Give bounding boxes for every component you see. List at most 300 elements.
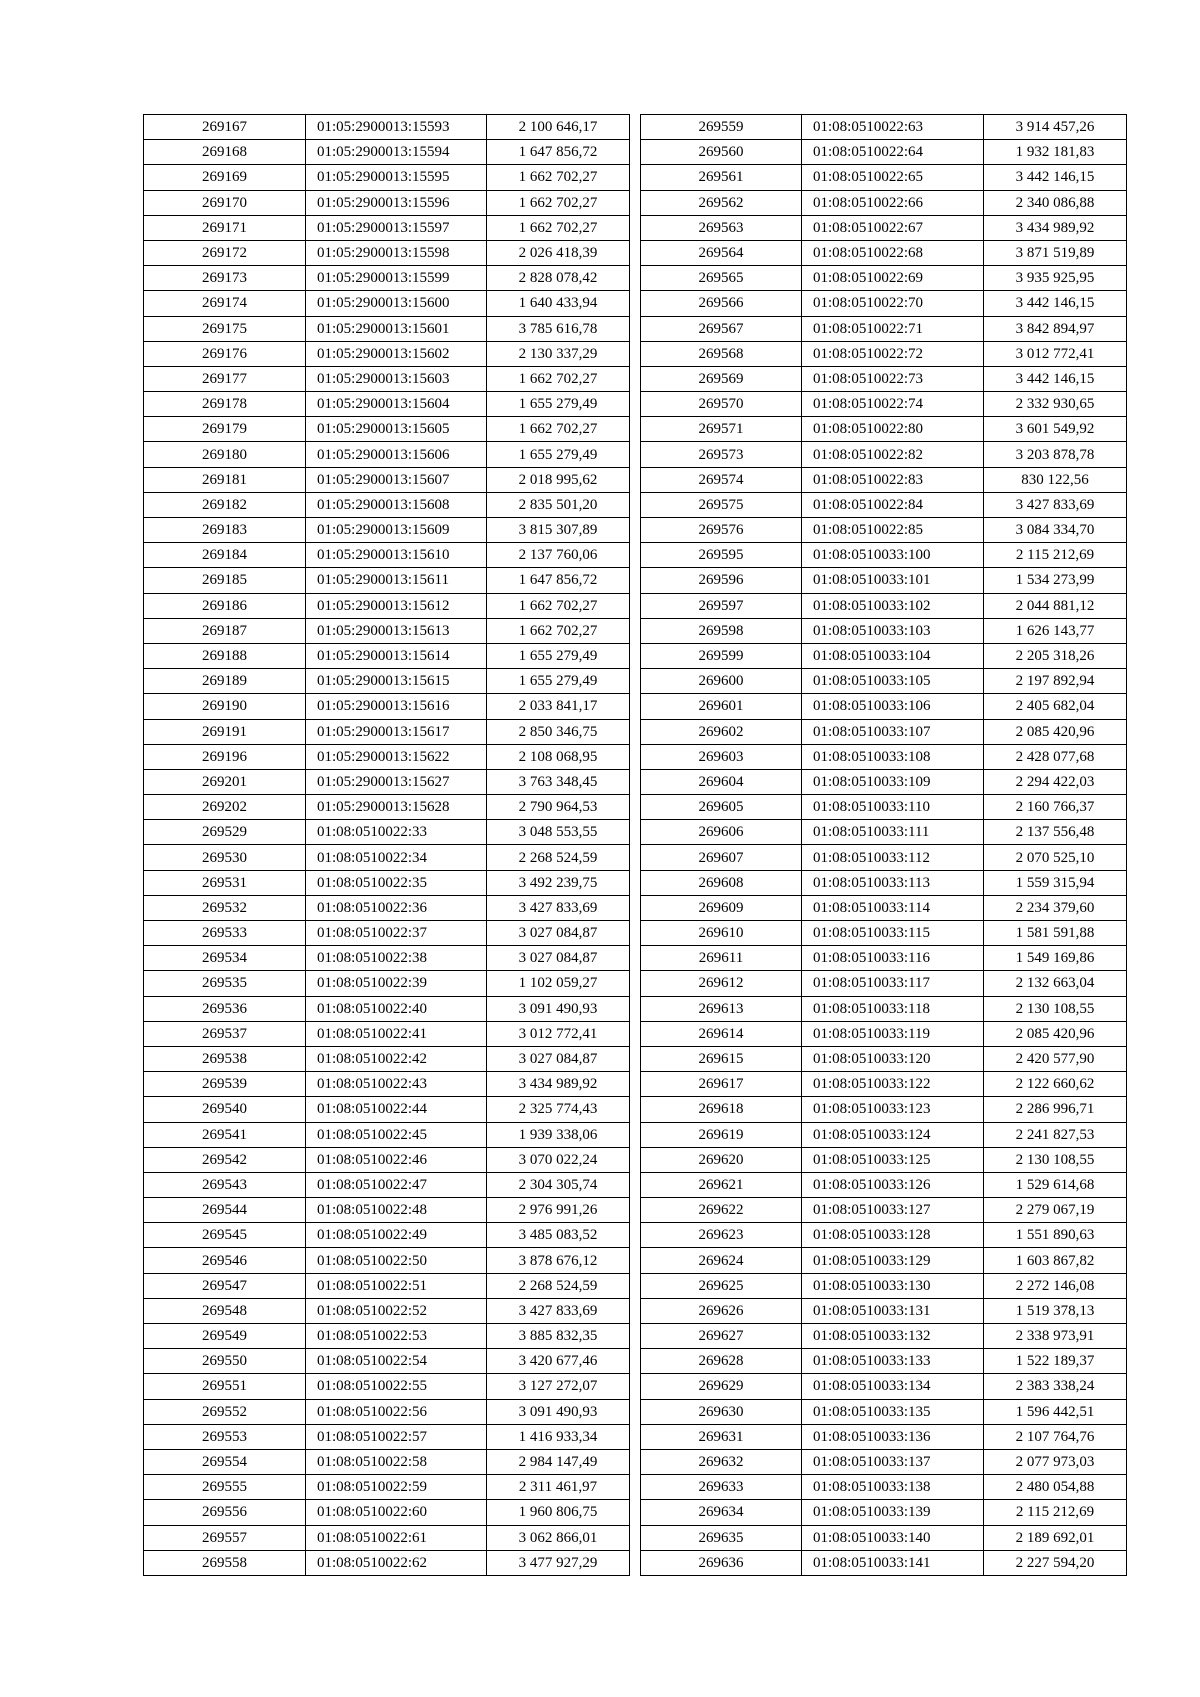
record-id-cell: 269636 [641,1550,802,1575]
table-row [144,115,630,140]
cadastral-number-cell: 01:05:2900013:15595 [306,165,487,190]
cadastral-number-cell: 01:05:2900013:15601 [306,316,487,341]
value-cell: 2 033 841,17 [487,694,630,719]
cadastral-number-cell: 01:08:0510033:131 [802,1298,984,1323]
table-row [641,1324,1127,1349]
record-id-cell: 269635 [641,1525,802,1550]
table-row [641,1525,1127,1550]
record-id-cell: 269612 [641,971,802,996]
value-cell: 3 048 553,55 [487,820,630,845]
table-row [641,820,1127,845]
record-id-cell: 269560 [641,140,802,165]
cadastral-number-cell: 01:08:0510022:85 [802,518,984,543]
cadastral-number-cell: 01:08:0510033:124 [802,1122,984,1147]
record-id-cell: 269608 [641,870,802,895]
value-cell: 2 340 086,88 [984,190,1127,215]
cadastral-number-cell: 01:08:0510033:118 [802,996,984,1021]
record-id-cell: 269561 [641,165,802,190]
cadastral-number-cell: 01:08:0510033:116 [802,946,984,971]
value-cell: 1 655 279,49 [487,442,630,467]
table-row [144,165,630,190]
value-cell: 2 108 068,95 [487,744,630,769]
table-row [144,694,630,719]
cadastral-number-cell: 01:08:0510033:111 [802,820,984,845]
cadastral-number-cell: 01:08:0510033:104 [802,643,984,668]
record-id-cell: 269600 [641,669,802,694]
record-id-cell: 269542 [144,1147,306,1172]
cadastral-number-cell: 01:08:0510022:46 [306,1147,487,1172]
record-id-cell: 269621 [641,1172,802,1197]
table-row [641,1424,1127,1449]
value-cell: 3 763 348,45 [487,769,630,794]
value-cell: 3 012 772,41 [487,1021,630,1046]
value-cell: 3 427 833,69 [487,1298,630,1323]
record-id-cell: 269610 [641,921,802,946]
record-id-cell: 269167 [144,115,306,140]
table-row [641,1122,1127,1147]
cadastral-number-cell: 01:08:0510022:73 [802,366,984,391]
right-table [640,114,1127,1576]
value-cell: 1 416 933,34 [487,1424,630,1449]
table-row [144,568,630,593]
value-cell: 2 085 420,96 [984,719,1127,744]
value-cell: 2 189 692,01 [984,1525,1127,1550]
table-row [144,1046,630,1071]
table-row [641,215,1127,240]
value-cell: 2 976 991,26 [487,1198,630,1223]
table-row [144,795,630,820]
value-cell: 2 480 054,88 [984,1475,1127,1500]
value-cell: 1 551 890,63 [984,1223,1127,1248]
value-cell: 1 655 279,49 [487,669,630,694]
cadastral-number-cell: 01:08:0510022:42 [306,1046,487,1071]
cadastral-number-cell: 01:05:2900013:15628 [306,795,487,820]
left-table [143,114,630,1576]
record-id-cell: 269171 [144,215,306,240]
table-row [144,618,630,643]
record-id-cell: 269535 [144,971,306,996]
table-row [144,1424,630,1449]
record-id-cell: 269175 [144,316,306,341]
table-row [144,1374,630,1399]
cadastral-number-cell: 01:08:0510033:114 [802,895,984,920]
record-id-cell: 269173 [144,266,306,291]
value-cell: 2 137 556,48 [984,820,1127,845]
value-cell: 2 405 682,04 [984,694,1127,719]
table-row [641,190,1127,215]
cadastral-number-cell: 01:08:0510022:68 [802,240,984,265]
value-cell: 2 268 524,59 [487,1273,630,1298]
record-id-cell: 269553 [144,1424,306,1449]
record-id-cell: 269620 [641,1147,802,1172]
value-cell: 3 127 272,07 [487,1374,630,1399]
record-id-cell: 269538 [144,1046,306,1071]
table-row [144,1021,630,1046]
value-cell: 3 070 022,24 [487,1147,630,1172]
value-cell: 2 205 318,26 [984,643,1127,668]
cadastral-number-cell: 01:08:0510033:129 [802,1248,984,1273]
record-id-cell: 269562 [641,190,802,215]
table-row [144,467,630,492]
value-cell: 1 647 856,72 [487,568,630,593]
record-id-cell: 269202 [144,795,306,820]
record-id-cell: 269558 [144,1550,306,1575]
record-id-cell: 269547 [144,1273,306,1298]
record-id-cell: 269619 [641,1122,802,1147]
value-cell: 3 485 083,52 [487,1223,630,1248]
value-cell: 2 077 973,03 [984,1449,1127,1474]
record-id-cell: 269536 [144,996,306,1021]
cadastral-number-cell: 01:08:0510022:58 [306,1449,487,1474]
value-cell: 2 122 660,62 [984,1072,1127,1097]
cadastral-number-cell: 01:05:2900013:15610 [306,543,487,568]
value-cell: 3 434 989,92 [984,215,1127,240]
table-row [641,744,1127,769]
record-id-cell: 269559 [641,115,802,140]
cadastral-number-cell: 01:08:0510033:110 [802,795,984,820]
table-row [641,341,1127,366]
value-cell: 1 662 702,27 [487,366,630,391]
table-row [144,1399,630,1424]
table-row [144,392,630,417]
value-cell: 2 197 892,94 [984,669,1127,694]
cadastral-number-cell: 01:08:0510022:43 [306,1072,487,1097]
record-id-cell: 269201 [144,769,306,794]
record-id-cell: 269563 [641,215,802,240]
cadastral-number-cell: 01:08:0510033:105 [802,669,984,694]
record-id-cell: 269555 [144,1475,306,1500]
value-cell: 2 234 379,60 [984,895,1127,920]
table-row [641,719,1127,744]
record-id-cell: 269172 [144,240,306,265]
cadastral-number-cell: 01:05:2900013:15593 [306,115,487,140]
cadastral-number-cell: 01:08:0510022:72 [802,341,984,366]
record-id-cell: 269571 [641,417,802,442]
table-row [144,921,630,946]
value-cell: 1 626 143,77 [984,618,1127,643]
value-cell: 2 279 067,19 [984,1198,1127,1223]
table-row [641,769,1127,794]
table-row [641,1198,1127,1223]
value-cell: 2 383 338,24 [984,1374,1127,1399]
record-id-cell: 269551 [144,1374,306,1399]
record-id-cell: 269597 [641,593,802,618]
cadastral-number-cell: 01:05:2900013:15602 [306,341,487,366]
cadastral-number-cell: 01:08:0510033:109 [802,769,984,794]
cadastral-number-cell: 01:08:0510033:137 [802,1449,984,1474]
table-row [144,543,630,568]
record-id-cell: 269611 [641,946,802,971]
table-row [641,1349,1127,1374]
value-cell: 2 115 212,69 [984,543,1127,568]
value-cell: 1 662 702,27 [487,190,630,215]
cadastral-number-cell: 01:08:0510022:63 [802,115,984,140]
table-row [641,1399,1127,1424]
table-row [144,1550,630,1575]
value-cell: 1 581 591,88 [984,921,1127,946]
cadastral-number-cell: 01:08:0510033:128 [802,1223,984,1248]
record-id-cell: 269630 [641,1399,802,1424]
cadastral-number-cell: 01:08:0510022:51 [306,1273,487,1298]
value-cell: 2 420 577,90 [984,1046,1127,1071]
value-cell: 2 130 108,55 [984,996,1127,1021]
table-row [144,1172,630,1197]
cadastral-number-cell: 01:08:0510033:136 [802,1424,984,1449]
record-id-cell: 269187 [144,618,306,643]
record-id-cell: 269191 [144,719,306,744]
table-row [641,115,1127,140]
cadastral-number-cell: 01:08:0510022:69 [802,266,984,291]
value-cell: 1 932 181,83 [984,140,1127,165]
left-table-body [144,115,630,1576]
cadastral-number-cell: 01:08:0510033:122 [802,1072,984,1097]
value-cell: 2 107 764,76 [984,1424,1127,1449]
value-cell: 3 842 894,97 [984,316,1127,341]
cadastral-number-cell: 01:08:0510022:48 [306,1198,487,1223]
table-row [641,1046,1127,1071]
value-cell: 3 434 989,92 [487,1072,630,1097]
cadastral-number-cell: 01:08:0510022:66 [802,190,984,215]
record-id-cell: 269601 [641,694,802,719]
cadastral-number-cell: 01:05:2900013:15604 [306,392,487,417]
value-cell: 2 227 594,20 [984,1550,1127,1575]
cadastral-number-cell: 01:08:0510033:126 [802,1172,984,1197]
value-cell: 1 522 189,37 [984,1349,1127,1374]
value-cell: 1 559 315,94 [984,870,1127,895]
cadastral-number-cell: 01:08:0510033:102 [802,593,984,618]
record-id-cell: 269550 [144,1349,306,1374]
table-row [641,316,1127,341]
cadastral-number-cell: 01:05:2900013:15627 [306,769,487,794]
value-cell: 3 914 457,26 [984,115,1127,140]
cadastral-number-cell: 01:05:2900013:15613 [306,618,487,643]
table-row [144,996,630,1021]
table-row [144,1500,630,1525]
value-cell: 1 647 856,72 [487,140,630,165]
table-row [144,442,630,467]
cadastral-number-cell: 01:05:2900013:15614 [306,643,487,668]
cadastral-number-cell: 01:08:0510022:80 [802,417,984,442]
cadastral-number-cell: 01:05:2900013:15617 [306,719,487,744]
value-cell: 2 018 995,62 [487,467,630,492]
value-cell: 1 662 702,27 [487,593,630,618]
cadastral-number-cell: 01:08:0510033:133 [802,1349,984,1374]
value-cell: 3 878 676,12 [487,1248,630,1273]
record-id-cell: 269541 [144,1122,306,1147]
table-row [641,240,1127,265]
table-row [641,593,1127,618]
value-cell: 3 442 146,15 [984,366,1127,391]
table-row [144,266,630,291]
cadastral-number-cell: 01:08:0510022:60 [306,1500,487,1525]
cadastral-number-cell: 01:08:0510033:141 [802,1550,984,1575]
record-id-cell: 269603 [641,744,802,769]
record-id-cell: 269532 [144,895,306,920]
value-cell: 3 601 549,92 [984,417,1127,442]
table-row [641,946,1127,971]
table-row [641,1147,1127,1172]
value-cell: 2 132 663,04 [984,971,1127,996]
value-cell: 1 662 702,27 [487,165,630,190]
value-cell: 2 268 524,59 [487,845,630,870]
table-row [144,492,630,517]
record-id-cell: 269622 [641,1198,802,1223]
table-row [641,442,1127,467]
cadastral-number-cell: 01:05:2900013:15607 [306,467,487,492]
cadastral-number-cell: 01:05:2900013:15598 [306,240,487,265]
value-cell: 830 122,56 [984,467,1127,492]
table-row [144,518,630,543]
record-id-cell: 269531 [144,870,306,895]
value-cell: 1 662 702,27 [487,215,630,240]
cadastral-number-cell: 01:08:0510033:108 [802,744,984,769]
table-row [144,417,630,442]
table-row [144,316,630,341]
table-row [144,1525,630,1550]
right-table-body [641,115,1127,1576]
table-row [144,719,630,744]
table-row [641,643,1127,668]
record-id-cell: 269169 [144,165,306,190]
record-id-cell: 269545 [144,1223,306,1248]
cadastral-number-cell: 01:08:0510033:106 [802,694,984,719]
record-id-cell: 269576 [641,518,802,543]
table-row [144,820,630,845]
cadastral-number-cell: 01:05:2900013:15615 [306,669,487,694]
value-cell: 2 850 346,75 [487,719,630,744]
value-cell: 1 655 279,49 [487,392,630,417]
record-id-cell: 269182 [144,492,306,517]
table-row [641,795,1127,820]
table-row [641,417,1127,442]
cadastral-number-cell: 01:05:2900013:15600 [306,291,487,316]
cadastral-number-cell: 01:08:0510022:55 [306,1374,487,1399]
value-cell: 2 160 766,37 [984,795,1127,820]
cadastral-number-cell: 01:08:0510022:65 [802,165,984,190]
cadastral-number-cell: 01:08:0510033:130 [802,1273,984,1298]
value-cell: 3 785 616,78 [487,316,630,341]
value-cell: 3 062 866,01 [487,1525,630,1550]
cadastral-number-cell: 01:05:2900013:15616 [306,694,487,719]
value-cell: 2 338 973,91 [984,1324,1127,1349]
table-row [641,543,1127,568]
record-id-cell: 269564 [641,240,802,265]
table-row [641,165,1127,190]
table-row [641,1248,1127,1273]
cadastral-number-cell: 01:08:0510033:117 [802,971,984,996]
table-row [641,895,1127,920]
record-id-cell: 269181 [144,467,306,492]
cadastral-number-cell: 01:05:2900013:15608 [306,492,487,517]
value-cell: 2 026 418,39 [487,240,630,265]
record-id-cell: 269177 [144,366,306,391]
value-cell: 2 835 501,20 [487,492,630,517]
table-row [641,1172,1127,1197]
table-row [641,1475,1127,1500]
value-cell: 1 640 433,94 [487,291,630,316]
cadastral-number-cell: 01:08:0510033:101 [802,568,984,593]
record-id-cell: 269567 [641,316,802,341]
record-id-cell: 269184 [144,543,306,568]
record-id-cell: 269598 [641,618,802,643]
record-id-cell: 269627 [641,1324,802,1349]
cadastral-number-cell: 01:05:2900013:15597 [306,215,487,240]
record-id-cell: 269533 [144,921,306,946]
cadastral-number-cell: 01:05:2900013:15596 [306,190,487,215]
table-row [641,366,1127,391]
value-cell: 1 939 338,06 [487,1122,630,1147]
cadastral-number-cell: 01:08:0510022:64 [802,140,984,165]
cadastral-number-cell: 01:05:2900013:15606 [306,442,487,467]
cadastral-number-cell: 01:08:0510033:113 [802,870,984,895]
value-cell: 2 130 108,55 [984,1147,1127,1172]
cadastral-number-cell: 01:08:0510022:35 [306,870,487,895]
table-row [641,1072,1127,1097]
table-row [144,190,630,215]
value-cell: 3 885 832,35 [487,1324,630,1349]
value-cell: 1 519 378,13 [984,1298,1127,1323]
table-row [144,1248,630,1273]
cadastral-number-cell: 01:08:0510022:52 [306,1298,487,1323]
value-cell: 2 130 337,29 [487,341,630,366]
record-id-cell: 269574 [641,467,802,492]
table-row [641,1500,1127,1525]
cadastral-number-cell: 01:08:0510033:125 [802,1147,984,1172]
value-cell: 1 655 279,49 [487,643,630,668]
record-id-cell: 269570 [641,392,802,417]
value-cell: 1 534 273,99 [984,568,1127,593]
cadastral-number-cell: 01:05:2900013:15622 [306,744,487,769]
cadastral-number-cell: 01:05:2900013:15612 [306,593,487,618]
cadastral-number-cell: 01:08:0510022:56 [306,1399,487,1424]
record-id-cell: 269548 [144,1298,306,1323]
table-row [144,341,630,366]
table-row [641,921,1127,946]
cadastral-number-cell: 01:08:0510033:112 [802,845,984,870]
record-id-cell: 269566 [641,291,802,316]
value-cell: 2 428 077,68 [984,744,1127,769]
record-id-cell: 269540 [144,1097,306,1122]
table-row [144,971,630,996]
table-row [641,618,1127,643]
value-cell: 3 420 677,46 [487,1349,630,1374]
cadastral-number-cell: 01:05:2900013:15603 [306,366,487,391]
value-cell: 3 935 925,95 [984,266,1127,291]
cadastral-number-cell: 01:08:0510033:120 [802,1046,984,1071]
table-row [641,1374,1127,1399]
value-cell: 2 325 774,43 [487,1097,630,1122]
value-cell: 2 286 996,71 [984,1097,1127,1122]
cadastral-number-cell: 01:05:2900013:15605 [306,417,487,442]
cadastral-number-cell: 01:08:0510033:100 [802,543,984,568]
cadastral-number-cell: 01:08:0510022:67 [802,215,984,240]
cadastral-number-cell: 01:08:0510033:119 [802,1021,984,1046]
cadastral-number-cell: 01:08:0510022:50 [306,1248,487,1273]
cadastral-number-cell: 01:05:2900013:15599 [306,266,487,291]
value-cell: 2 070 525,10 [984,845,1127,870]
table-row [144,1198,630,1223]
table-row [641,568,1127,593]
value-cell: 3 492 239,75 [487,870,630,895]
table-row [144,215,630,240]
value-cell: 1 596 442,51 [984,1399,1127,1424]
table-row [144,769,630,794]
record-id-cell: 269179 [144,417,306,442]
cadastral-number-cell: 01:08:0510022:54 [306,1349,487,1374]
cadastral-number-cell: 01:08:0510022:38 [306,946,487,971]
value-cell: 2 044 881,12 [984,593,1127,618]
value-cell: 1 549 169,86 [984,946,1127,971]
